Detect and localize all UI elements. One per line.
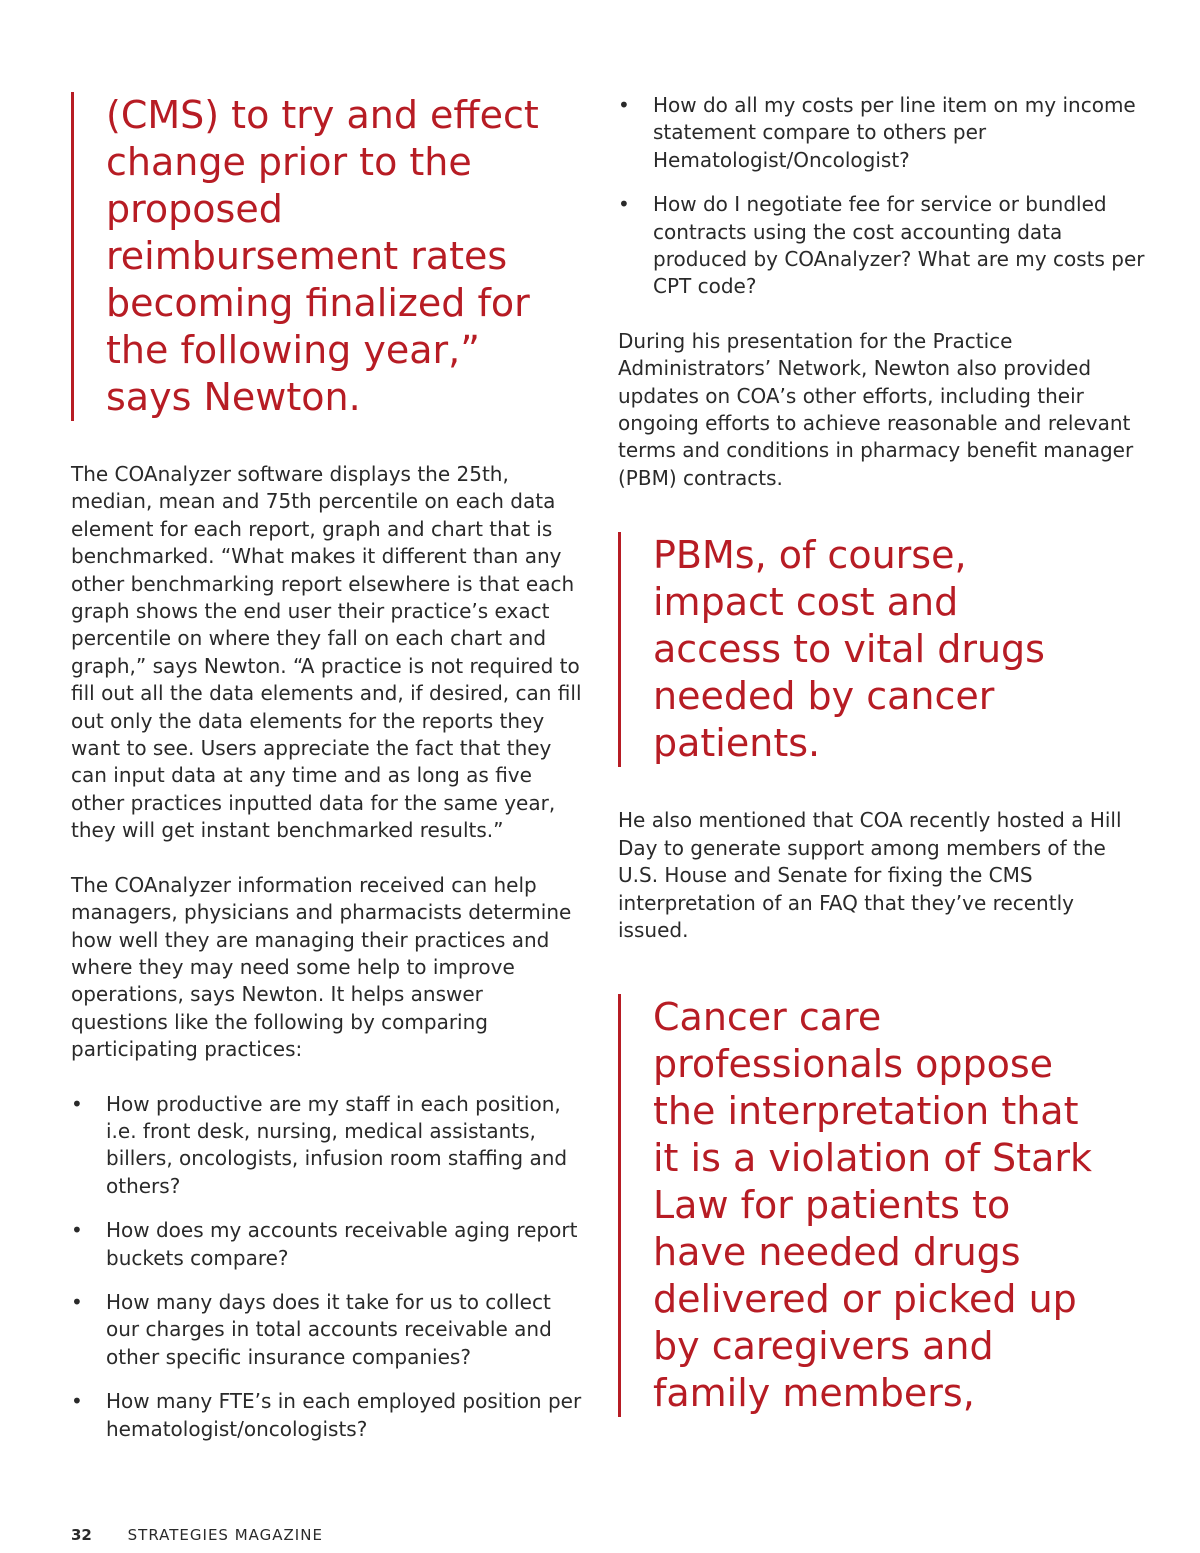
- questions-list-right: [618, 92, 1148, 301]
- pull-quote-stark-law: [618, 994, 1103, 1417]
- list-item: [71, 1388, 586, 1443]
- list-item-text: How do I negotiate fee for service or bundled contracts using the cost accounting data produced by COAnalyzer? What are my costs per CPT code?: [653, 192, 1145, 299]
- questions-list-left: [71, 1091, 586, 1443]
- paragraph-coanalyzer-percentiles: The COAnalyzer software displays the 25th, median, mean and 75th percentile on each data element for each report, graph and chart that is benchmarked. “What makes it different than any other benchmarking report elsewhere is that each graph shows the end user their practice’s exact percentile on where they fall on each chart and graph,” says Newton. “A practice is not required to fill out all the data elements and, if desired, can fill out only the data elements for the reports they want to see. Users appreciate the fact that they can input data at any time and as long as five other practices inputted data for the same year, they will get instant benchmarked results.”: [71, 462, 582, 843]
- pull-quote-text: Cancer care professionals oppose the interpretation that it is a violation of Stark Law for patients to have needed drugs delivered or picked up by caregivers and family members,: [653, 995, 1092, 1416]
- pull-quote-cms: [71, 92, 556, 421]
- list-item: [618, 92, 1148, 174]
- right-column: [618, 92, 1148, 1417]
- bullet-icon: •: [618, 192, 630, 217]
- list-item: [71, 1289, 586, 1371]
- list-item-text: How does my accounts receivable aging report buckets compare?: [106, 1218, 578, 1270]
- publication-name: STRATEGIES MAGAZINE: [127, 1526, 323, 1544]
- bullet-icon: •: [71, 1218, 83, 1243]
- pull-quote-text: (CMS) to try and effect change prior to the proposed reimbursement rates becoming finalized for the following year,” says Newton.: [106, 93, 539, 419]
- list-item: [71, 1217, 586, 1272]
- list-item: [71, 1091, 586, 1201]
- left-column: [71, 92, 586, 1443]
- list-item-text: How do all my costs per line item on my income statement compare to others per Hematologist/Oncologist?: [653, 93, 1136, 172]
- list-item-text: How many FTE’s in each employed position per hematologist/oncologists?: [106, 1389, 582, 1441]
- pull-quote-text: PBMs, of course, impact cost and access to vital drugs needed by cancer patients.: [653, 533, 1045, 766]
- list-item: [618, 191, 1148, 301]
- paragraph-hill-day: He also mentioned that COA recently hosted a Hill Day to generate support among members of the U.S. House and Senate for fixing the CMS interpretation of an FAQ that they’ve recently issued.: [618, 808, 1122, 942]
- bullet-icon: •: [71, 1289, 83, 1314]
- list-item-text: How productive are my staff in each position, i.e. front desk, nursing, medical assistants, billers, oncologists, infusion room staffing and others?: [106, 1091, 568, 1198]
- paragraph-practice-administrators: During his presentation for the Practice Administrators’ Network, Newton also provided updates on COA’s other efforts, including their ongoing efforts to achieve reasonable and relevant terms and conditions in pharmacy benefit manager (PBM) contracts.: [618, 328, 1134, 490]
- bullet-icon: •: [71, 1389, 83, 1414]
- pull-quote-pbms: [618, 532, 1073, 767]
- paragraph-coanalyzer-information: The COAnalyzer information received can help managers, physicians and pharmacists determine how well they are managing their practices and where they may need some help to improve operations, says Newton. It helps answer questions like the following by comparing participating practices:: [71, 872, 572, 1062]
- list-item-text: How many days does it take for us to collect our charges in total accounts receivable and other specific insurance companies?: [106, 1289, 552, 1369]
- bullet-icon: •: [618, 93, 630, 117]
- page-number: 32: [71, 1526, 92, 1544]
- page-footer: [71, 1526, 323, 1544]
- bullet-icon: •: [71, 1091, 83, 1116]
